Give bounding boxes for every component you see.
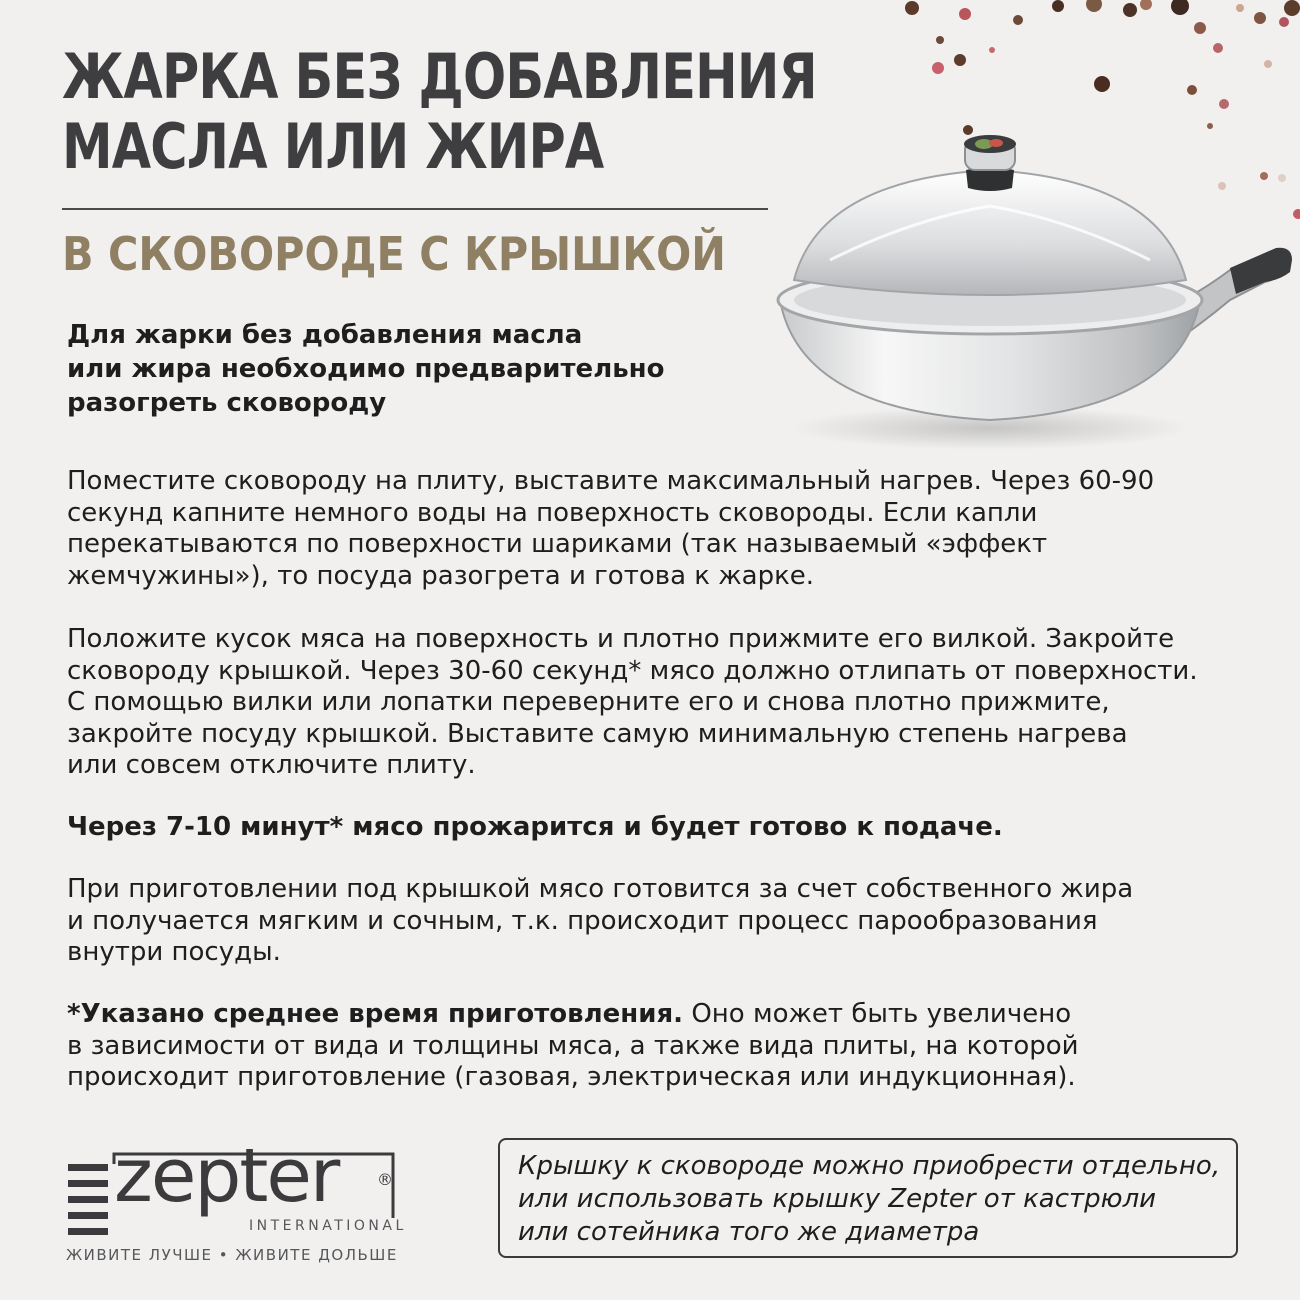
text-line: происходит приготовление (газовая, электрическая или индукционная). — [67, 1062, 1076, 1092]
registered-mark: ® — [377, 1170, 393, 1189]
paragraph-juicy — [67, 874, 1133, 969]
text-line: или совсем отключите плиту. — [67, 750, 476, 780]
text-line: закройте посуду крышкой. Выставите самую минимальную степень нагрева — [67, 718, 1128, 749]
text-line: Поместите сковороду на плиту, выставите максимальный нагрев. Через 60-90 — [67, 466, 1155, 496]
text-line: сковороду крышкой. Через 30-60 секунд* мясо должно отлипать от поверхности. — [67, 655, 1198, 686]
note-line: или сотейника того же диаметра — [518, 1217, 980, 1247]
logo-tagline: ЖИВИТЕ ЛУЧШЕ • ЖИВИТЕ ДОЛЬШЕ — [66, 1246, 398, 1264]
text-line — [67, 999, 1079, 1031]
paragraph-preheat — [67, 466, 1154, 592]
text-line: секунд капните немного воды на поверхность сковороды. Если капли — [67, 497, 1038, 528]
paragraph-ready — [67, 812, 1003, 844]
text-line: в зависимости от вида и толщины мяса, а также вида плиты, на которой — [67, 1030, 1079, 1061]
logo-wordmark: zepter — [114, 1133, 339, 1219]
note-line: Крышку к сковороде можно приобрести отдельно, — [518, 1151, 1221, 1181]
text-line: Положите кусок мяса на поверхность и плотно прижмите его вилкой. Закройте — [67, 624, 1175, 654]
lead-line: разогреть сковороду — [67, 388, 387, 418]
text-line: жемчужины»), то посуда разогрета и готова к жарке. — [67, 560, 815, 591]
text-line: При приготовлении под крышкой мясо готовится за счет собственного жира — [67, 874, 1134, 904]
text-line: внутри посуды. — [67, 937, 281, 967]
lid-note-box — [498, 1138, 1238, 1258]
paragraph-cooking — [67, 624, 1198, 782]
text-line-bold: Через 7-10 минут* мясо прожарится и будет готово к подаче. — [67, 812, 1003, 842]
page-subtitle: В СКОВОРОДЕ С КРЫШКОЙ — [62, 227, 726, 281]
note-line: или использовать крышку Zepter от кастрюли — [518, 1184, 1157, 1214]
zepter-logo — [66, 1133, 407, 1266]
title-line-1: ЖАРКА БЕЗ ДОБАВЛЕНИЯ — [62, 40, 817, 113]
lead-paragraph — [67, 318, 665, 420]
frying-pan-with-lid-image — [760, 110, 1300, 450]
text-line: С помощью вилки или лопатки переверните его и снова плотно прижмите, — [67, 687, 1110, 717]
footnote-bold: *Указано среднее время приготовления. — [67, 999, 684, 1029]
text-line: перекатываются по поверхности шариками (так называемый «эффект — [67, 529, 1048, 559]
title-line-2: МАСЛА ИЛИ ЖИРА — [62, 110, 604, 183]
text-line: и получается мягким и сочным, т.к. происходит процесс парообразования — [67, 905, 1098, 936]
title-divider — [62, 208, 768, 210]
logo-international: INTERNATIONAL — [249, 1218, 407, 1234]
lead-line: или жира необходимо предварительно — [67, 354, 665, 384]
lead-line: Для жарки без добавления масла — [67, 320, 583, 350]
footnote-rest: Оно может быть увеличено — [683, 999, 1072, 1029]
paragraph-footnote — [67, 999, 1079, 1094]
page-title — [62, 42, 817, 182]
